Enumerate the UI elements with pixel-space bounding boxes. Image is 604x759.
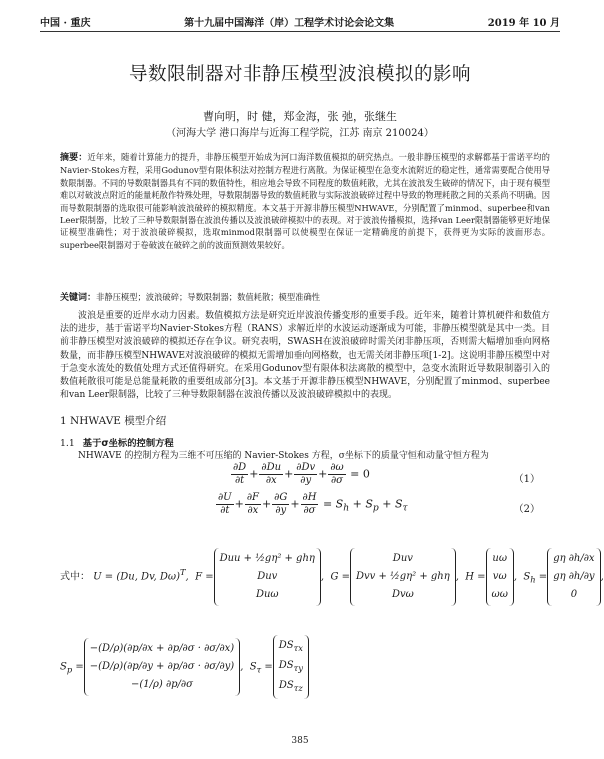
abstract-text: 近年来，随着计算能力的提升，非静压模型开始成为河口海洋数值模拟的研究热点。一般非静压模型的求解都基于雷诺平均的Navier-Stokes方程，采用Godunov型有限体积法对控制方程进行离散。为保证模型在急变水流附近的稳定性，通常需要配合使用导数限制器。不同的导数限制器具有不同的数值特性，相应地会导致不同程度的数值耗散，尤其在波浪发生破碎的情况下，由于现有模型难以对破波点附近的能量耗散作特殊处理，导数限制器导致的数值耗散与实际波浪破碎过程中导致的物理耗散之间的关系尚不明确。因而导数限制器的选取很可能影响波浪破碎的模拟精度。本文基于开源非静压模型NHWAVE，分别配置了minmod、superbee和van Leer限制器，比较了三种导数限制器在波浪传播以及波浪破碎模拟中的表现。对于波浪传播模拟，选择van Leer限制器能够更好地保证模型准确性；对于波浪破碎模拟，选取minmod限制器可以使模型在保证一定精确度的前提下，获得更为实际的波面形态。superbee限制器对于卷破波在破碎之前的波面预测效果较好。 [60,152,550,250]
section-heading: 1 NHWAVE 模型介绍 [60,415,167,427]
running-header [40,14,560,32]
page-number: 385 [291,736,309,746]
header-right: 2019 年 10 月 [487,17,560,29]
header-left: 中国 · 重庆 [40,17,91,29]
keywords-label: 关键词： [60,293,97,303]
keywords-text: 非静压模型；波浪破碎；导数限制器；数值耗散；模型准确性 [96,292,321,302]
keywords [60,290,550,303]
header-center: 第十九届中国海洋（岸）工程学术讨论会论文集 [184,17,395,29]
affiliation: （河海大学 港口海岸与近海工程学院，江苏 南京 210024） [166,128,434,139]
equation-1-number: （1） [513,474,540,485]
equation-1: $\frac{\partial D}{\partial t}$ + $\frac{\partial Du}{\partial x}$ + $\frac{\partial Dv}{\partial y}$ + $\frac{\partial\omega}{\partial\sigma}$ = 0 [233,462,370,486]
abstract [60,151,550,251]
equation-2-number: （2） [513,504,540,515]
intro-paragraph: 波浪是重要的近岸水动力因素。数值模拟方法是研究近岸波浪传播变形的重要手段。近年来，随着计算机硬件和数值方法的进步，基于雷诺平均Navier-Stokes方程（RANS）求解近岸的水波运动逐渐成为可能，非静压模型就是其中一类。目前非静压模型对波浪破碎的模拟还存在争议。研究表明，SWASH在波浪破碎时需关闭非静压项，否则需大幅增加垂向网格数量，而非静压模型NHWAVE对波浪破碎的模拟无需增加垂向网格数，也无需关闭非静压项[1-2]。这说明非静压模型中对于急变水流处的数值处理方式还值得研究。在采用Godunov型有限体积法离散的模型中，急变水流附近导数限制器引入的数值耗散很可能是总能量耗散的重要组成部分[3]。本文基于开源非静压模型NHWAVE，分别配置了minmod、superbee和van Leer限制器，比较了三种导数限制器在波浪传播以及波浪破碎模拟中的表现。 [60,311,550,401]
equation-label: 式中： [60,571,90,583]
equation-intro: NHWAVE 的控制方程为三维不可压缩的 Navier-Stokes 方程，σ坐标下的质量守恒和动量守恒方程为 [78,451,489,461]
subsection-number: 1.1 [60,438,75,449]
definitions-row-2: $S_p =-(D/\rho)(\partial p/\partial x + \partial p/\partial\sigma \cdot \partial\sigma/\partial x)$ −(D/ρ)(∂p/∂y + ∂p/∂σ · ∂σ/∂y) −(1/ρ) ∂p/∂σ, $S_\tau =DS_{\tau x}$ $DS_{\tau y}$ $DS_{\tau z}$ [60,635,309,699]
paper-title: 导数限制器对非静压模型波浪模拟的影响 [128,64,471,85]
equation-2: $\frac{\partial U}{\partial t}$ + $\frac{\partial F}{\partial x}$ + $\frac{\partial G}{\partial y}$ + $\frac{\partial H}{\partial\sigma}$ = $S_h + S_p + S_\tau$ [218,492,408,516]
subsection-title: 基于σ坐标的控制方程 [82,438,174,449]
subsection-heading [60,435,174,449]
definitions-row-1: 式中： U = (Du, Dv, Dω)$^T$, F =Duu + ½gη² + ghη Duv Duω, G =Duv Dvv + ½gη² + ghη Dvω, H =uω vω ωω, $S_h =g\eta$ ∂h/∂x gη ∂h/∂y 0, [60,548,604,606]
abstract-label: 摘要： [60,153,88,163]
authors: 曹向明，时 健，郑金海，张 弛，张继生 [203,110,397,123]
